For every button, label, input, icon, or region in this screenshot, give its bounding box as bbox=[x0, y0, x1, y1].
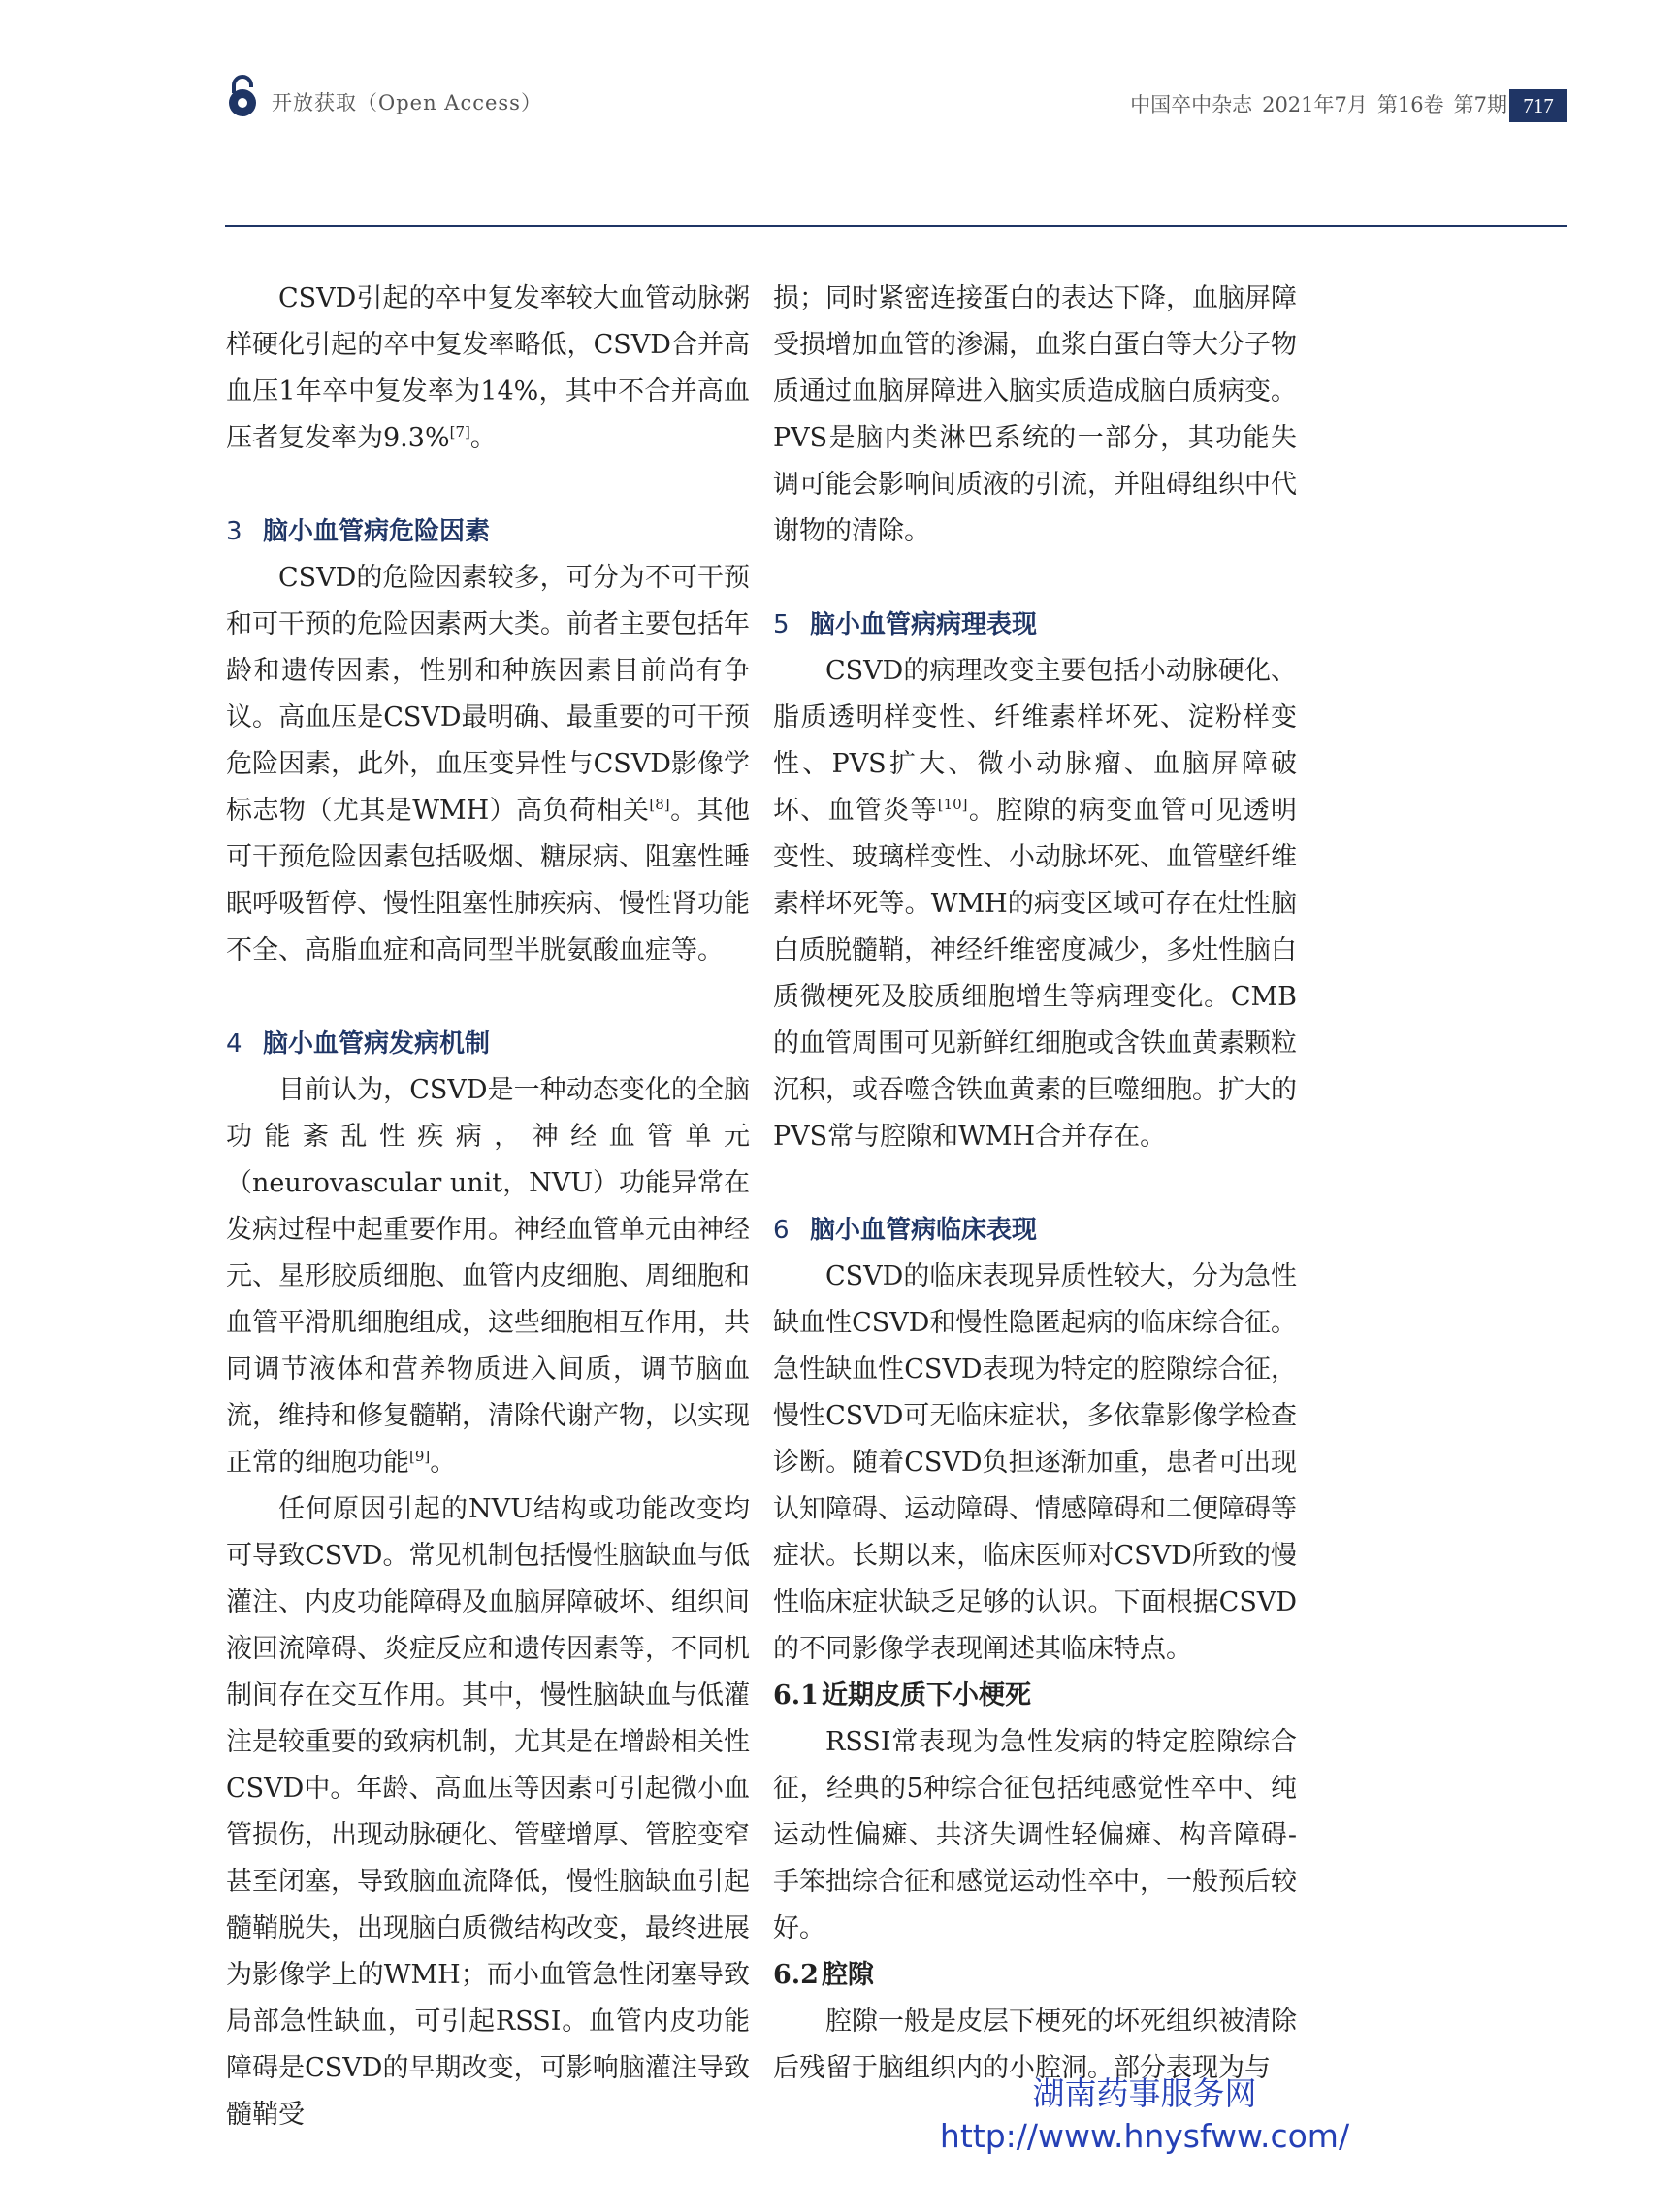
citation-ref: [7] bbox=[449, 423, 470, 440]
right-column bbox=[773, 276, 1297, 2092]
section-title: 脑小血管病病理表现 bbox=[810, 610, 1038, 639]
left-column bbox=[226, 276, 750, 2138]
watermark-name: 湖南药事服务网 bbox=[1032, 2074, 1257, 2112]
subsection-heading bbox=[773, 1673, 1297, 1719]
section-title: 脑小血管病临床表现 bbox=[810, 1216, 1038, 1245]
subsection-title: 腔隙 bbox=[822, 1960, 874, 1990]
watermark bbox=[902, 2072, 1387, 2158]
subsection-heading bbox=[773, 1952, 1297, 1999]
subsection-number: 6.2 bbox=[773, 1960, 819, 1990]
page-header bbox=[0, 0, 1680, 233]
header-rule bbox=[225, 225, 1567, 227]
paragraph bbox=[773, 648, 1297, 1160]
journal-issue: 第7期 bbox=[1453, 93, 1507, 116]
watermark-url[interactable]: http://www.hnysfww.com/ bbox=[939, 2117, 1350, 2155]
paragraph bbox=[226, 1067, 750, 1486]
section-number: 5 bbox=[773, 610, 790, 639]
paragraph: RSSI常表现为急性发病的特定腔隙综合征，经典的5种综合征包括纯感觉性卒中、纯运动性偏瘫、共济失调性轻偏瘫、构音障碍-手笨拙综合征和感觉运动性卒中，一般预后较好。 bbox=[773, 1727, 1297, 1943]
citation-ref: [8] bbox=[649, 796, 670, 813]
section-heading bbox=[773, 602, 1297, 648]
section-title: 脑小血管病发病机制 bbox=[263, 1029, 491, 1059]
paragraph-text: 。其他可干预危险因素包括吸烟、糖尿病、阻塞性睡眠呼吸暂停、慢性阻塞性肺疾病、慢性肾功能不全、高脂血症和高同型半胱氨酸血症等。 bbox=[226, 796, 751, 965]
paragraph-text: CSVD的病理改变主要包括小动脉硬化、脂质透明样变性、纤维素样坏死、淀粉样变性、PVS扩大、微小动脉瘤、血脑屏障破坏、血管炎等 bbox=[773, 656, 1297, 826]
citation-ref: [9] bbox=[409, 1448, 431, 1465]
paragraph-text: 。 bbox=[469, 423, 497, 453]
paragraph-text: 。 bbox=[430, 1448, 457, 1478]
section-title: 脑小血管病危险因素 bbox=[263, 517, 491, 546]
section-number: 3 bbox=[226, 517, 242, 546]
journal-name: 中国卒中杂志 bbox=[1130, 93, 1253, 116]
section-heading bbox=[226, 1021, 750, 1067]
paragraph-text: CSVD的危险因素较多，可分为不可干预和可干预的危险因素两大类。前者主要包括年龄和遗传因素，性别和种族因素目前尚有争议。高血压是CSVD最明确、最重要的可干预危险因素，此外，血压变异性与CSVD影像学标志物（尤其是WMH）高负荷相关 bbox=[226, 563, 750, 826]
subsection-title: 近期皮质下小梗死 bbox=[822, 1680, 1031, 1711]
journal-volume: 第16卷 bbox=[1376, 93, 1444, 116]
paragraph: 损；同时紧密连接蛋白的表达下降，血脑屏障受损增加血管的渗漏，血浆白蛋白等大分子物质通过血脑屏障进入脑实质造成脑白质病变。PVS是脑内类淋巴系统的一部分，其功能失调可能会影响间质液的引流，并阻碍组织中代谢物的清除。 bbox=[773, 283, 1297, 546]
journal-citation bbox=[1120, 89, 1507, 118]
section-heading bbox=[226, 508, 750, 555]
journal-date: 2021年7月 bbox=[1262, 93, 1368, 116]
section-number: 4 bbox=[226, 1029, 242, 1059]
paragraph: CSVD的临床表现异质性较大，分为急性缺血性CSVD和慢性隐匿起病的临床综合征。急性缺血性CSVD表现为特定的腔隙综合征，慢性CSVD可无临床症状，多依靠影像学检查诊断。随着CSVD负担逐渐加重，患者可出现认知障碍、运动障碍、情感障碍和二便障碍等症状。长期以来，临床医师对CSVD所致的慢性临床症状缺乏足够的认识。下面根据CSVD的不同影像学表现阐述其临床特点。 bbox=[773, 1261, 1297, 1664]
section-number: 6 bbox=[773, 1216, 790, 1245]
citation-ref: [10] bbox=[937, 796, 968, 813]
page-number: 717 bbox=[1509, 89, 1567, 122]
open-access-lock-icon bbox=[225, 74, 260, 118]
paragraph: 腔隙一般是皮层下梗死的坏死组织被清除后残留于脑组织内的小腔洞。部分表现为与 bbox=[773, 2006, 1297, 2083]
section-heading bbox=[773, 1207, 1297, 1254]
paragraph bbox=[226, 276, 750, 462]
paragraph-text: 。腔隙的病变血管可见透明变性、玻璃样变性、小动脉坏死、血管壁纤维素样坏死等。WMH的病变区域可存在灶性脑白质脱髓鞘，神经纤维密度减少，多灶性脑白质微梗死及胶质细胞增生等病理变化。CMB的血管周围可见新鲜红细胞或含铁血黄素颗粒沉积，或吞噬含铁血黄素的巨噬细胞。扩大的PVS常与腔隙和WMH合并存在。 bbox=[773, 796, 1297, 1152]
paragraph-text: CSVD引起的卒中复发率较大血管动脉粥样硬化引起的卒中复发率略低，CSVD合并高血压1年卒中复发率为14%，其中不合并高血压者复发率为9.3% bbox=[226, 283, 750, 453]
paragraph-text: 目前认为，CSVD是一种动态变化的全脑功能紊乱性疾病，神经血管单元（neurovascular unit，NVU）功能异常在发病过程中起重要作用。神经血管单元由神经元、星形胶质细胞、血管内皮细胞、周细胞和血管平滑肌细胞组成，这些细胞相互作用，共同调节液体和营养物质进入间质，调节脑血流，维持和修复髓鞘，清除代谢产物，以实现正常的细胞功能 bbox=[226, 1075, 750, 1478]
paragraph: 任何原因引起的NVU结构或功能改变均可导致CSVD。常见机制包括慢性脑缺血与低灌注、内皮功能障碍及血脑屏障破坏、组织间液回流障碍、炎症反应和遗传因素等，不同机制间存在交互作用。其中，慢性脑缺血与低灌注是较重要的致病机制，尤其是在增龄相关性CSVD中。年龄、高血压等因素可引起微小血管损伤，出现动脉硬化、管壁增厚、管腔变窄甚至闭塞，导致脑血流降低，慢性脑缺血引起髓鞘脱失，出现脑白质微结构改变，最终进展为影像学上的WMH；而小血管急性闭塞导致局部急性缺血，可引起RSSI。血管内皮功能障碍是CSVD的早期改变，可影响脑灌注导致髓鞘受 bbox=[226, 1494, 750, 2130]
open-access-label: 开放获取（Open Access） bbox=[272, 91, 542, 114]
paragraph bbox=[226, 555, 750, 974]
subsection-number: 6.1 bbox=[773, 1680, 819, 1711]
